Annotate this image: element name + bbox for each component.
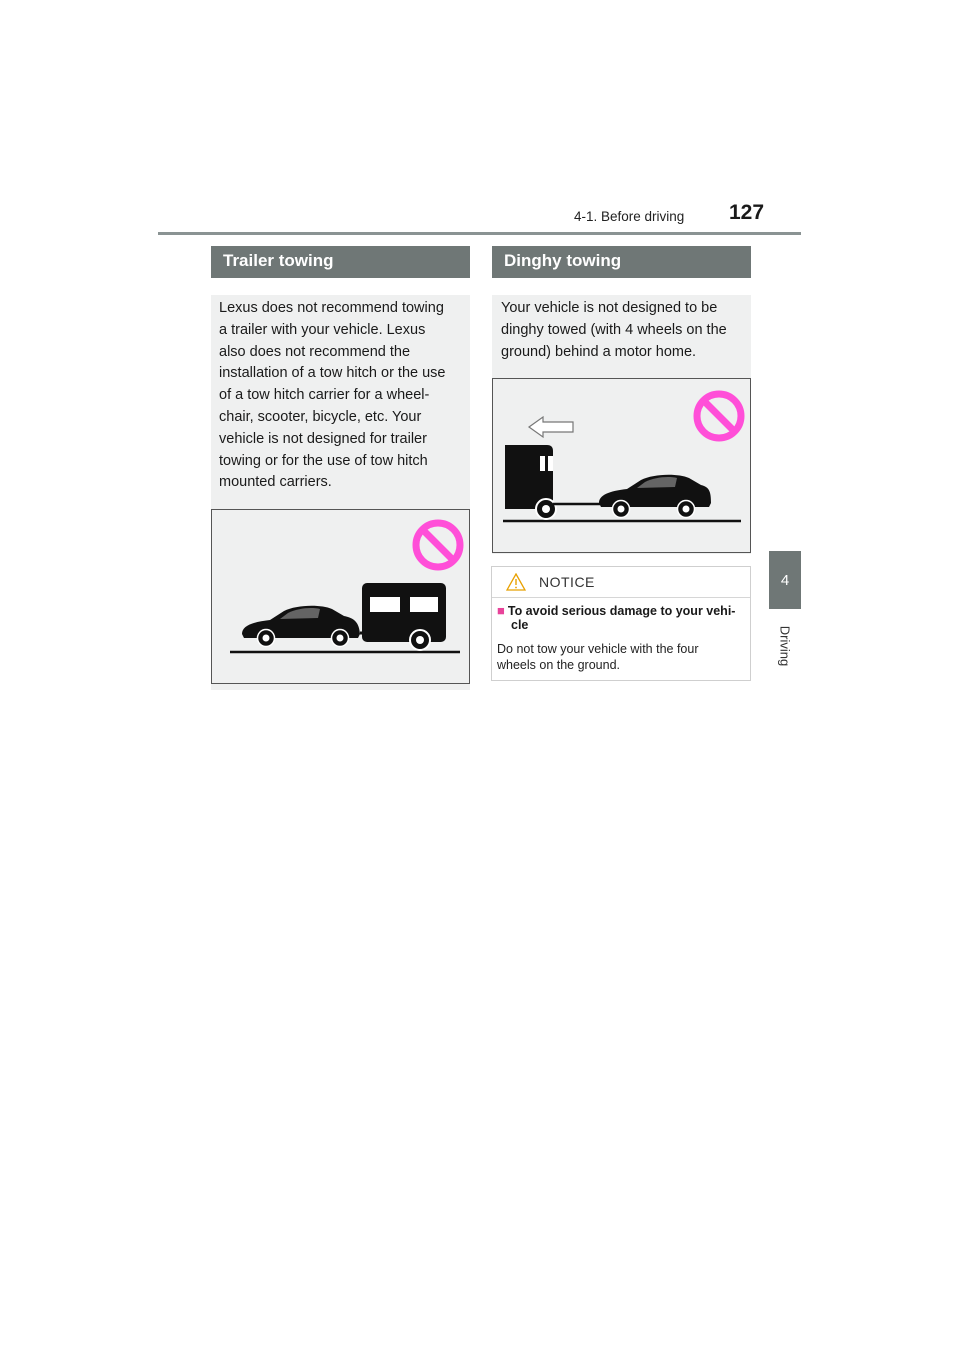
trailer-towing-heading: Trailer towing (211, 246, 470, 278)
warning-triangle-icon (506, 573, 526, 596)
notice-subheading-cont: cle (511, 618, 529, 632)
notice-subheading: ■ To avoid serious damage to your vehi- (497, 603, 736, 618)
notice-body: Do not tow your vehicle with the four wheels on the ground. (497, 642, 699, 672)
motor-home-icon (505, 445, 556, 519)
dinghy-towing-illustration (492, 378, 751, 553)
chapter-label: Driving (777, 625, 793, 667)
dinghy-towing-heading: Dinghy towing (492, 246, 751, 278)
arrow-left-icon (529, 417, 573, 437)
car-icon (242, 606, 360, 647)
trailer-towing-text: Lexus does not recommend towing a trailer with your vehicle. Lexus also does not recommend the installation of a tow hitch or the use of a tow hitch carrier for a wheel- chair, scooter, bicycle, etc. Your vehicle is not designed for trailer towing or for the use of tow hitch mounted carriers. (219, 300, 446, 491)
page-number: 127 (729, 201, 765, 224)
dinghy-towing-text: Your vehicle is not designed to be dinghy towed (with 4 wheels on the ground) behind a motor home. (501, 300, 727, 360)
notice-header (492, 567, 750, 598)
prohibited-icon (697, 394, 741, 438)
chapter-tab[interactable] (769, 551, 801, 609)
car-icon (599, 475, 711, 518)
camper-trailer-icon (362, 583, 446, 650)
chapter-number: 4 (780, 571, 790, 589)
section-title: 4-1. Before driving (574, 209, 685, 224)
notice-title: NOTICE (539, 574, 595, 590)
trailer-towing-illustration (211, 509, 470, 684)
header-divider (158, 232, 801, 235)
notice-box (491, 566, 751, 681)
prohibited-icon (416, 523, 460, 567)
